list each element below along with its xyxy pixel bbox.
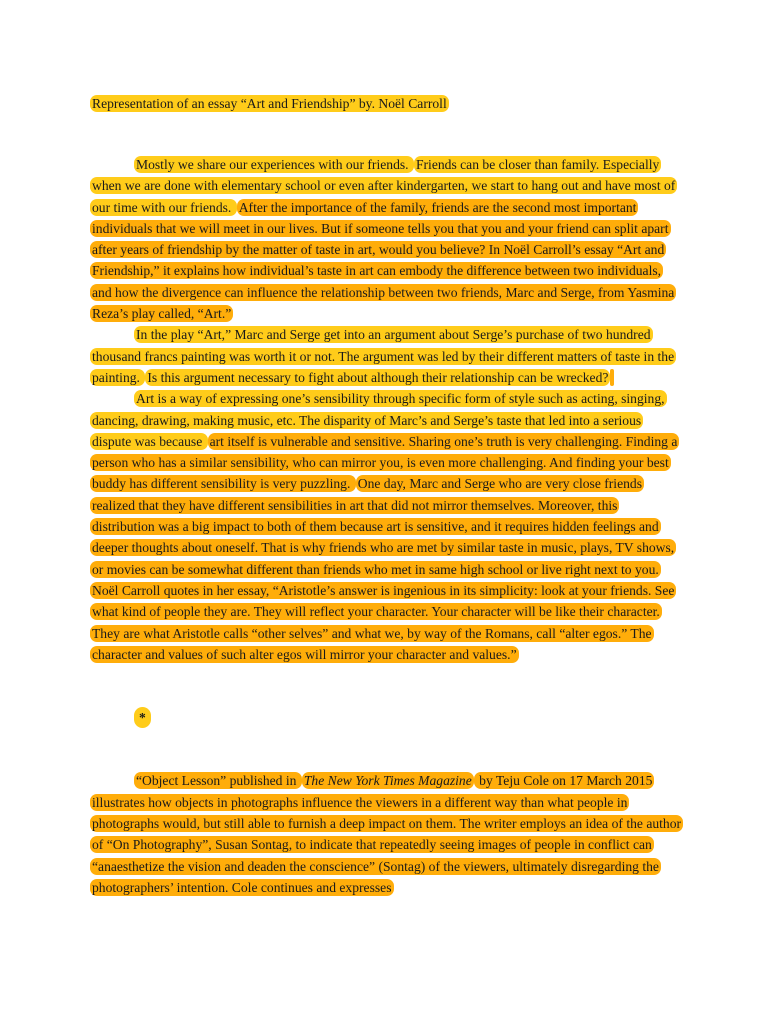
- paragraph-1-part-c: After the importance of the family, friends are the second most important individuals that we will meet in our lives. But if someone tells you that you and your friend can split apart after years of friendship by the matter of taste in art, would you believe? In Noël Carroll’s essay “Art and Friendship,” it explains how individual’s taste in art can embody the difference between two individuals, and how the divergence can influence the relationship between two friends, Marc and Serge, from Yasmina Reza’s play called, “Art.”: [92, 199, 675, 322]
- paragraph-1: [90, 154, 682, 324]
- separator-star: *: [134, 707, 151, 728]
- spacer: [90, 665, 682, 707]
- title-text: Representation of an essay “Art and Friendship” by. Noël Carroll: [92, 96, 447, 111]
- paragraph-1-part-b: Friends can be closer than family. Especially when we are done with elementary school or even after kindergarten, we start to hang out and have most of our time with our friends.: [92, 157, 676, 215]
- paragraph-4: [90, 770, 682, 898]
- paragraph-3: [90, 388, 682, 665]
- paragraph-3-part-b: art itself is vulnerable and sensitive. Sharing one’s truth is very challenging. Finding a person who has a similar sensibility, who can mirror you, is even more challenging. And finding your best buddy has different sensibility is very puzzling.: [92, 433, 678, 492]
- document-title: [90, 94, 449, 114]
- paragraph-4-post: by Teju Cole on 17 March 2015 illustrates how objects in photographs influence the viewers in a different way than what people in photographs would, but still able to furnish a deep impact on them. The writer employs an idea of the author of “On Photography”, Susan Sontag, to indicate that repeatedly seeing images of people in conflict can “anaesthetize the vision and deaden the conscience” (Sontag) of the viewers, ultimately disregarding the photographers’ intention. Cole continues and expresses: [92, 773, 682, 895]
- section-separator: [90, 707, 682, 728]
- document-body: [90, 154, 682, 898]
- paragraph-2: [90, 324, 682, 388]
- paragraph-1-part-a: Mostly we share our experiences with our friends.: [136, 157, 412, 172]
- paragraph-3-part-c: One day, Marc and Serge who are very close friends realized that they have different sensibilities in art that did not mirror themselves. Moreover, this distribution was a big impact to both of them because art is sensitive, and it requires hidden feelings and deeper thoughts about oneself. That is why friends who are met by similar taste in music, plays, TV shows, or movies can be somewhat different than friends who met in same high school or live right next to you. Noël Carroll quotes in her essay, “Aristotle’s answer is ingenious in its simplicity: look at your friends. See what kind of people they are. They will reflect your character. Your character will be like their character. They are what Aristotle calls “other selves” and what we, by way of the Romans, call “alter egos.” The character and values of such alter egos will mirror your character and values.”: [92, 476, 675, 662]
- paragraph-2-part-b: Is this argument necessary to fight about although their relationship can be wrecked?: [147, 369, 609, 385]
- paragraph-2-part-a: In the play “Art,” Marc and Serge get into an argument about Serge’s purchase of two hundred thousand francs painting was worth it or not. The argument was led by their different matters of taste in the painting.: [92, 327, 675, 385]
- spacer: [90, 728, 682, 770]
- paragraph-2-part-c: [610, 369, 614, 386]
- paragraph-3-part-a: Art is a way of expressing one’s sensibility through specific form of style such as acting, singing, dancing, drawing, making music, etc. The disparity of Marc’s and Serge’s taste that led into a serious dispute was because: [92, 391, 665, 449]
- paragraph-4-pre: “Object Lesson” published in: [136, 773, 300, 789]
- paragraph-4-publication: The New York Times Magazine: [303, 773, 472, 789]
